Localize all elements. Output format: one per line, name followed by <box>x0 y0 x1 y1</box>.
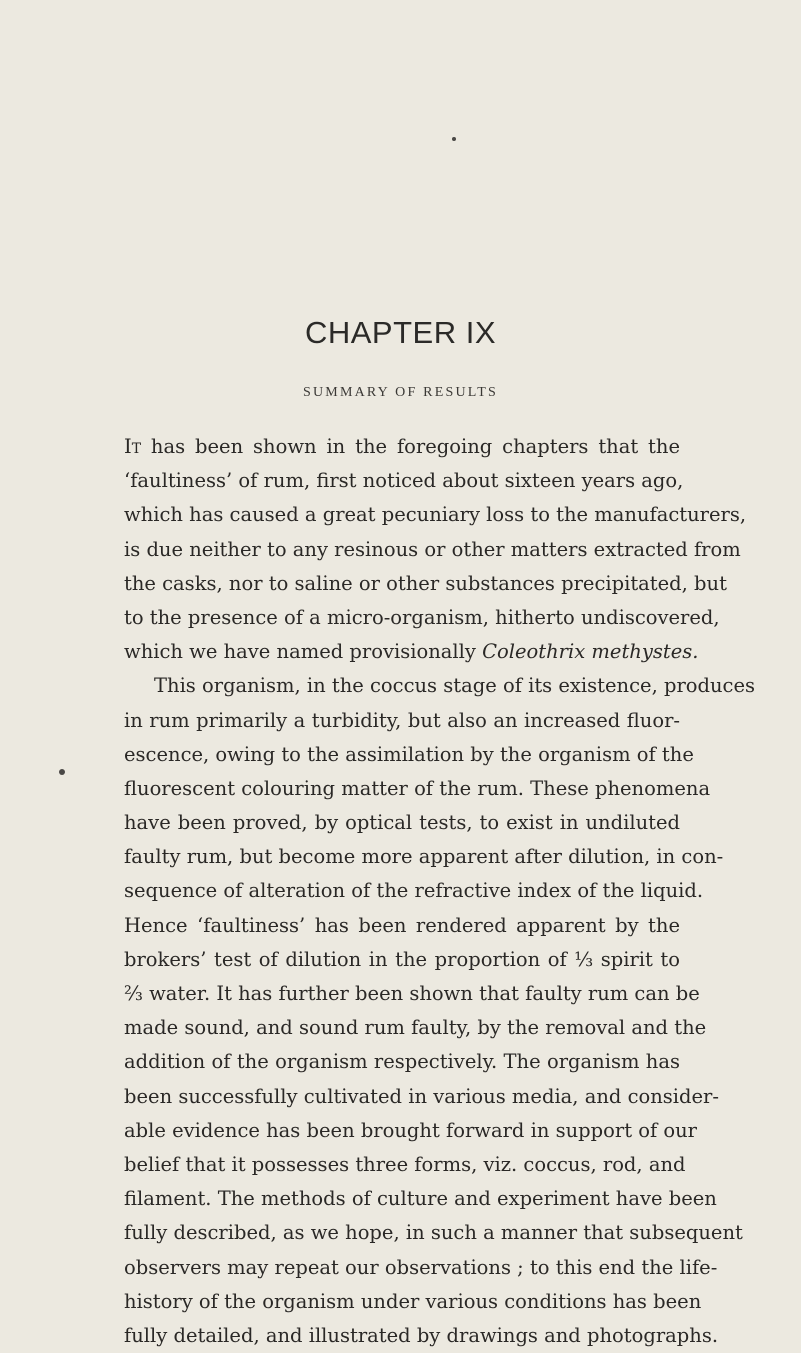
text-line <box>124 601 720 635</box>
line-text: is due neither to any resinous or other matters extracted from <box>124 537 741 561</box>
line-text: filament. The methods of culture and experiment have been <box>124 1187 717 1211</box>
text-line <box>124 533 741 567</box>
line-text: This organism, in the coccus stage of its existence, produces <box>154 674 756 698</box>
line-text: the casks, nor to saline or other substances precipitated, but <box>124 571 727 595</box>
text-line <box>124 1080 719 1114</box>
line-text: to the presence of a micro-organism, hitherto undiscovered, <box>124 605 720 629</box>
text-line <box>124 1011 707 1045</box>
line-text: addition of the organism respectively. The organism has <box>124 1050 680 1074</box>
line-text: ‘faultiness’ of rum, first noticed about sixteen years ago, <box>124 469 684 493</box>
text-line <box>124 840 724 874</box>
line-text: history of the organism under various conditions has been <box>124 1289 702 1313</box>
text-line <box>124 943 680 977</box>
line-text: Hence ‘faultiness’ has been rendered apparent by the <box>124 913 680 937</box>
section-heading: SUMMARY OF RESULTS <box>303 385 498 400</box>
text-line <box>124 1251 718 1285</box>
text-line <box>124 772 711 806</box>
text-line <box>124 977 700 1011</box>
text-line <box>124 1319 719 1353</box>
text-line <box>124 430 680 464</box>
line-text: in rum primarily a turbidity, but also an increased fluor- <box>124 708 680 732</box>
text-line <box>124 806 680 840</box>
text-line <box>124 669 756 703</box>
line-text: which has caused a great pecuniary loss to the manufacturers, <box>124 503 747 527</box>
ink-speck <box>59 769 65 775</box>
line-text: which we have named provisionally <box>124 640 483 664</box>
text-line <box>124 1285 702 1319</box>
text-line <box>124 1182 717 1216</box>
line-text: brokers’ test of dilution in the proportion of ⅓ spirit to <box>124 947 680 971</box>
line-text: has been shown in the foregoing chapters that the <box>141 435 680 458</box>
opening-word: It <box>124 435 142 458</box>
line-text: able evidence has been brought forward in support of our <box>124 1118 698 1142</box>
body-paragraph <box>124 430 756 1353</box>
line-text: sequence of alteration of the refractive index of the liquid. <box>124 879 704 903</box>
text-line <box>124 738 694 772</box>
line-text: observers may repeat our observations ; to this end the life- <box>124 1255 718 1279</box>
ink-speck <box>452 137 456 141</box>
text-line <box>124 1114 698 1148</box>
species-name: Coleothrix methystes. <box>482 640 699 664</box>
text-line <box>124 464 684 498</box>
line-text: been successfully cultivated in various media, and consider- <box>124 1084 719 1108</box>
line-text: ⅔ water. It has further been shown that faulty rum can be <box>124 982 700 1005</box>
text-line <box>124 1148 686 1182</box>
text-line <box>124 1216 743 1250</box>
line-text: fully detailed, and illustrated by drawings and photographs. <box>124 1323 719 1347</box>
line-text: fluorescent colouring matter of the rum. These phenomena <box>124 776 711 800</box>
line-text: made sound, and sound rum faulty, by the removal and the <box>124 1016 707 1040</box>
text-line <box>124 635 699 669</box>
line-text: escence, owing to the assimilation by the organism of the <box>124 742 694 766</box>
text-line <box>124 498 747 532</box>
text-line <box>124 909 680 943</box>
line-text: faulty rum, but become more apparent after dilution, in con- <box>124 845 724 869</box>
line-text: fully described, as we hope, in such a manner that subsequent <box>124 1221 743 1245</box>
line-text: belief that it possesses three forms, viz. coccus, rod, and <box>124 1152 686 1176</box>
line-text: have been proved, by optical tests, to exist in undiluted <box>124 811 680 835</box>
text-line <box>124 874 704 908</box>
chapter-heading: CHAPTER IX <box>304 315 497 350</box>
text-line <box>124 704 680 738</box>
text-line <box>124 567 727 601</box>
text-line <box>124 1045 680 1079</box>
